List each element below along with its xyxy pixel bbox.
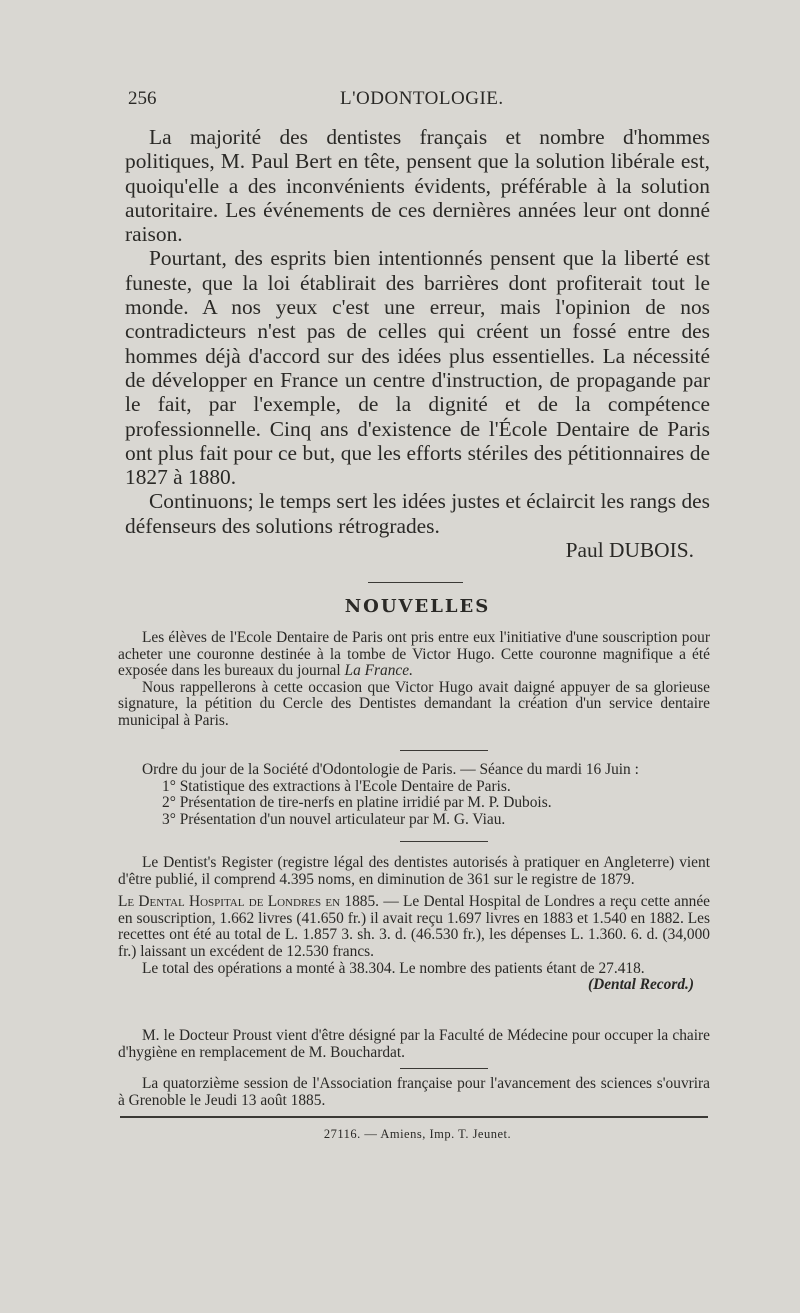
agenda-item: 3° Présentation d'un nouvel articulateur par M. G. Viau.: [162, 810, 506, 828]
agenda-intro: Ordre du jour de la Société d'Odontologie de Paris. — Séance du mardi 16 Juin :: [142, 761, 639, 778]
article-paragraph: Continuons; le temps sert les idées justes et éclaircit les rangs des défenseurs des solutions rétrogrades.: [125, 489, 710, 538]
article-paragraph: Pourtant, des esprits bien intentionnés pensent que la liberté est funeste, que la loi établirait des barrières dont profiterait tout le monde. A nos yeux c'est une erreur, mais l'opinion de nos contradicteurs n'est pas de celles qui créent un fossé entre des hommes déjà d'accord sur des idées plus essentielles. La nécessité de développer en France un centre d'instruction, de propagande par le fait, par l'exemple, de la dignité et de la compétence professionnelle. Cinq ans d'existence de l'École Dentaire de Paris ont plus fait pour ce but, que les efforts stériles des pétitionnaires de 1827 à 1880.: [125, 246, 710, 490]
newspaper-title: La France.: [344, 662, 413, 680]
news-paragraph: Le Dentist's Register (registre légal des dentistes autorisés à pratiquer en Angleterre) vient d'être publié, il comprend 4.395 noms, en diminution de 361 sur le registre de 1879.: [118, 854, 710, 888]
page-header: [125, 84, 710, 114]
agenda-item: 2° Présentation de tire-nerfs en platine irridié par M. P. Dubois.: [162, 794, 552, 812]
news-paragraph: Les élèves de l'Ecole Dentaire de Paris ont pris entre eux l'initiative d'une souscription pour acheter une couronne destinée à la tombe de Victor Hugo. Cette couronne magnifique a été exposée dans les bureaux du journal La France.: [118, 629, 710, 680]
article-body: [125, 125, 710, 562]
running-title: L'ODONTOLOGIE.: [340, 88, 504, 109]
section-title: NOUVELLES: [344, 596, 491, 617]
news-item-proust: [118, 1028, 710, 1061]
page-number: 256: [128, 88, 157, 109]
source-citation: (Dental Record.): [587, 976, 694, 994]
printer-imprint: 27116. — Amiens, Imp. T. Jeunet.: [323, 1127, 512, 1141]
footer-rule: [120, 1116, 708, 1118]
news-paragraph: La quatorzième session de l'Association française pour l'avancement des sciences s'ouvrira à Grenoble le Jeudi 13 août 1885.: [118, 1075, 710, 1109]
news-heading: Le Dental Hospital de Londres en 1885.: [118, 893, 380, 911]
news-paragraph: Le total des opérations a monté à 38.304. Le nombre des patients étant de 27.418. (Dental Record.): [118, 961, 710, 978]
agenda-item: 1° Statistique des extractions à l'Ecole Dentaire de Paris.: [162, 777, 511, 795]
news-item-wreath: [118, 630, 710, 730]
news-paragraph: Nous rappellerons à cette occasion que Victor Hugo avait daigné appuyer de sa glorieuse signature, la pétition du Cercle des Dentistes demandant la création d'un service dentaire municipal à Paris.: [118, 678, 710, 729]
news-item-association: [118, 1076, 710, 1109]
author-signature: Paul DUBOIS.: [565, 538, 694, 563]
news-item-registers: [118, 855, 710, 994]
divider: [368, 582, 463, 583]
divider: [400, 1068, 488, 1069]
divider: [400, 841, 488, 842]
divider: [400, 750, 488, 751]
article-paragraph: La majorité des dentistes français et nombre d'hommes politiques, M. Paul Bert en tête, pensent que la solution libérale est, quoiqu'elle a des inconvénients évidents, préférable à la solution autoritaire. Les événements de ces dernières années leur ont donné raison.: [125, 125, 710, 247]
news-paragraph: M. le Docteur Proust vient d'être désigné par la Faculté de Médecine pour occuper la chaire d'hygiène en remplacement de M. Bouchardat.: [118, 1027, 710, 1061]
news-paragraph: Le Dental Hospital de Londres en 1885. — Le Dental Hospital de Londres a reçu cette année en souscription, 1.662 livres (41.650 fr.) il avait reçu 1.697 livres en 1883 et 1.540 en 1882. Les recettes ont été au total de L. 1.857 3. sh. 3. d. (46.530 fr.), les dépenses L. 1.360. 6. d. (34,000 fr.) laissant un excédent de 12.530 francs.: [118, 893, 710, 960]
news-item-agenda: [118, 762, 710, 828]
